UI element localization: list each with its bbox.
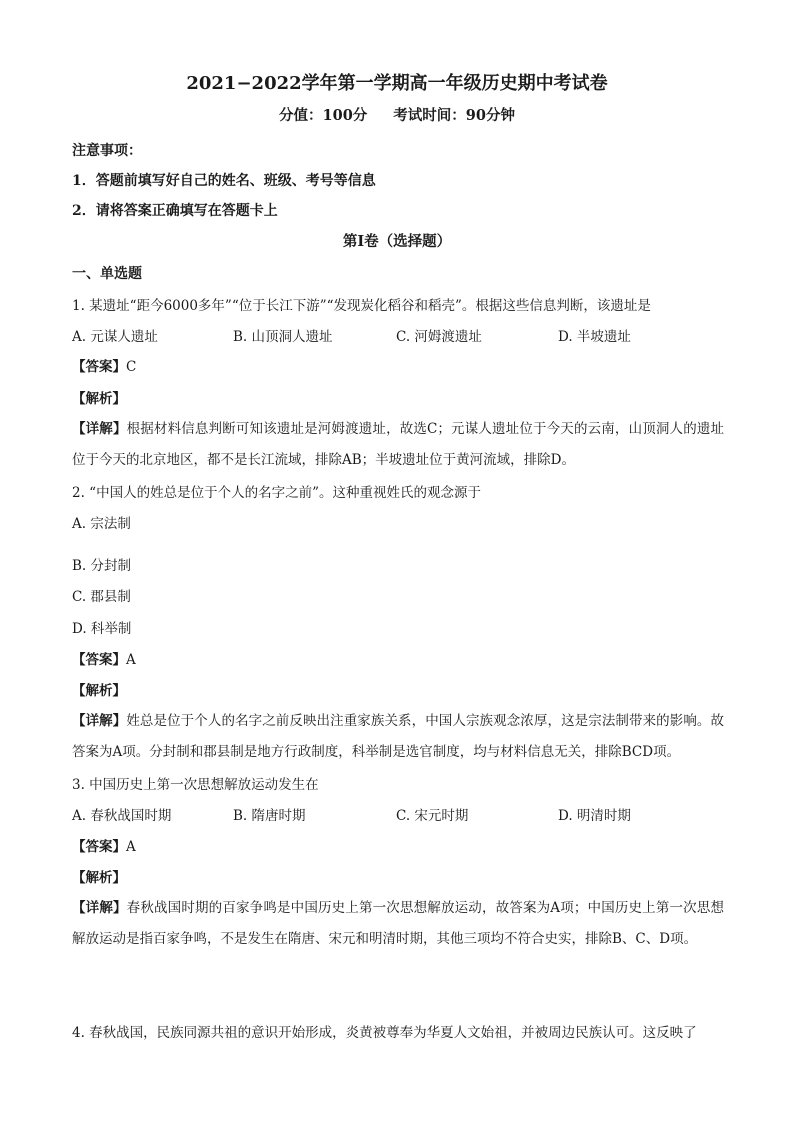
q2-stem: 2. “中国人的姓总是位于个人的名字之前”。这种重视姓氏的观念源于 — [72, 485, 481, 501]
q1-option-a: A. 元谋人遗址 — [72, 329, 158, 345]
q3-stem: 3. 中国历史上第一次思想解放运动发生在 — [72, 777, 319, 793]
q3-option-b: B. 隋唐时期 — [233, 808, 306, 824]
q3-detail-label: 【详解】 — [72, 900, 127, 916]
q3-analysis-label: 【解析】 — [72, 870, 126, 886]
notice-item-2: 2．请将答案正确填写在答题卡上 — [72, 203, 278, 219]
q2-option-b: B. 分封制 — [72, 558, 132, 574]
q3-answer-label: 【答案】 — [72, 839, 126, 855]
q3-detail — [72, 893, 724, 955]
q1-answer-label: 【答案】 — [72, 359, 126, 375]
q2-detail — [72, 706, 724, 768]
q2-detail-text: 姓总是位于个人的名字之前反映出注重家族关系，中国人宗族观念浓厚，这是宗法制带来的影响。故答案为A项。分封制和郡县制是地方行政制度，科举制是选官制度，均与材料信息无关，排除BCD项。 — [72, 713, 725, 760]
q1-option-b: B. 山顶洞人遗址 — [233, 329, 333, 345]
q2-option-a: A. 宗法制 — [72, 516, 131, 532]
q1-option-d: D. 半坡遗址 — [558, 329, 631, 345]
q2-option-d: D. 科举制 — [72, 621, 132, 637]
q4-stem: 4. 春秋战国，民族同源共祖的意识开始形成，炎黄被尊奉为华夏人文始祖，并被周边民族认可。这反映了 — [72, 1025, 697, 1041]
part-title: 一、单选题 — [72, 266, 142, 282]
time-label: 考试时间：90分钟 — [393, 107, 515, 124]
q2-option-c: C. 郡县制 — [72, 589, 131, 605]
q3-answer-value: A — [126, 839, 136, 855]
score-label: 分值：100分 — [279, 107, 368, 124]
q2-answer-label: 【答案】 — [72, 652, 126, 668]
notice-item-1: 1．答题前填写好自己的姓名、班级、考号等信息 — [72, 173, 376, 189]
q1-answer — [72, 358, 136, 376]
q1-answer-value: C — [126, 359, 137, 375]
section-title: 第I卷（选择题） — [342, 233, 452, 250]
q2-answer — [72, 651, 136, 669]
q3-option-a: A. 春秋战国时期 — [72, 808, 172, 824]
q3-answer — [72, 838, 136, 856]
notice-heading: 注意事项： — [72, 143, 142, 159]
q1-detail — [72, 414, 724, 476]
q2-answer-value: A — [126, 652, 136, 668]
exam-subtitle — [0, 106, 794, 126]
q3-option-d: D. 明清时期 — [558, 808, 631, 824]
q2-analysis-label: 【解析】 — [72, 683, 126, 699]
q1-analysis-label: 【解析】 — [72, 391, 126, 407]
q3-option-c: C. 宋元时期 — [396, 808, 469, 824]
q1-stem: 1. 某遗址“距今6000多年”“位于长江下游”“发现炭化稻谷和稻壳”。根据这些信息判断，该遗址是 — [72, 298, 651, 314]
q1-detail-text: 根据材料信息判断可知该遗址是河姆渡遗址，故选C；元谋人遗址位于今天的云南，山顶洞人的遗址位于今天的北京地区，都不是长江流域，排除AB；半坡遗址位于黄河流域，排除D。 — [72, 421, 725, 468]
q1-option-c: C. 河姆渡遗址 — [396, 329, 482, 345]
q3-detail-text: 春秋战国时期的百家争鸣是中国历史上第一次思想解放运动，故答案为A项；中国历史上第一次思想解放运动是指百家争鸣，不是发生在隋唐、宋元和明清时期，其他三项均不符合史实，排除B、C、D项。 — [72, 900, 725, 947]
q1-detail-label: 【详解】 — [72, 421, 127, 437]
exam-title: 2021−2022学年第一学期高一年级历史期中考试卷 — [186, 73, 608, 94]
q2-detail-label: 【详解】 — [72, 713, 127, 729]
